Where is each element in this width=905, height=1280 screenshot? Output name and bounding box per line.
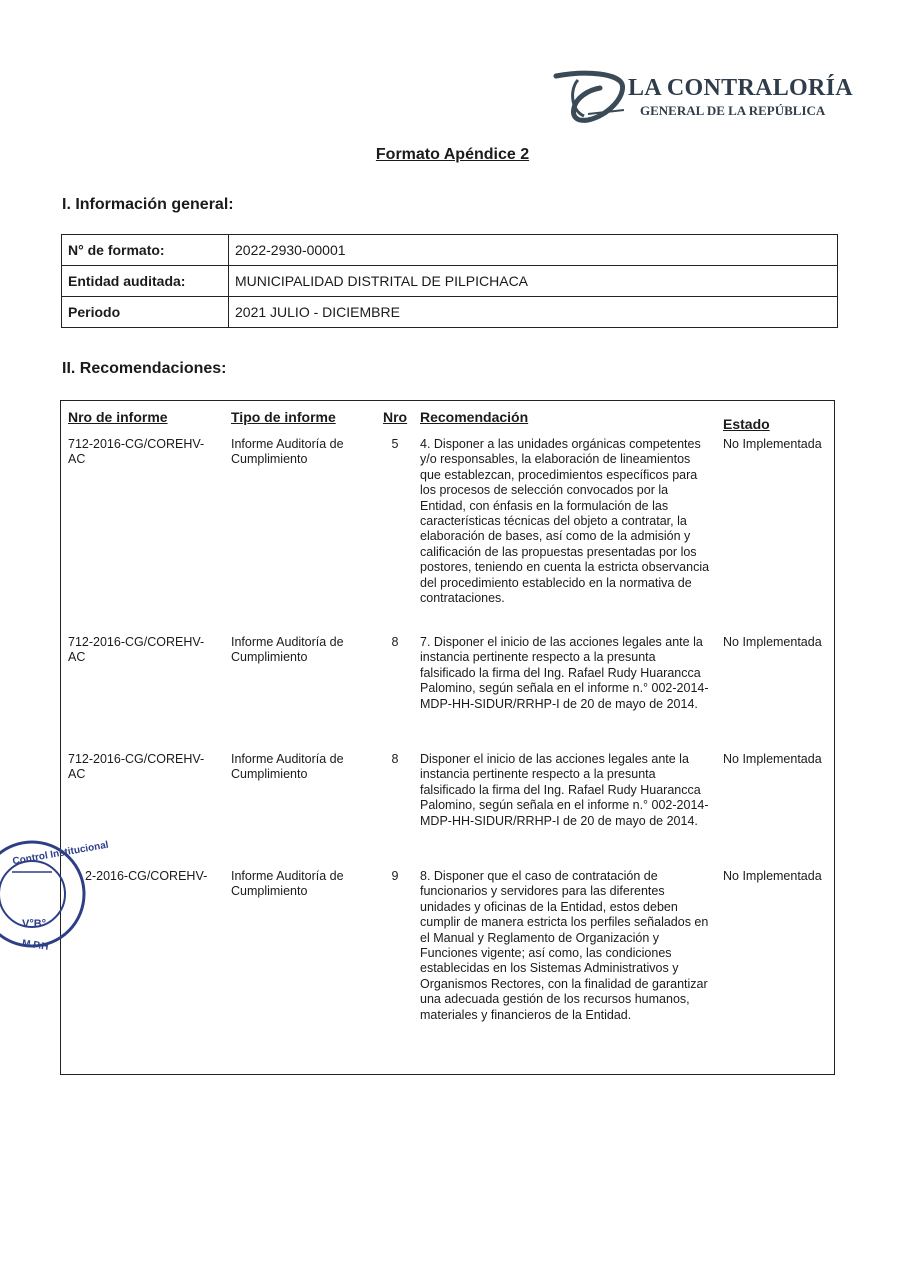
stamp-ring-text: Control Institucional [11, 839, 110, 868]
header-tipo: Tipo de informe [231, 409, 336, 425]
stamp-org: M.P.H [21, 938, 50, 953]
cell-tipo: Informe Auditoría de Cumplimiento [231, 752, 344, 782]
logo-subtitle: GENERAL DE LA REPÚBLICA [640, 103, 826, 118]
section-general-heading: I. Información general: [62, 196, 234, 213]
info-label: Entidad auditada: [62, 266, 229, 297]
contraloria-logo [548, 70, 853, 126]
stamp-vb: V°B° [22, 918, 47, 930]
info-label: N° de formato: [62, 235, 229, 266]
header-informe: Nro de informe [68, 409, 168, 425]
general-info-table [61, 234, 838, 328]
info-label: Periodo [62, 297, 229, 328]
info-row [62, 266, 838, 297]
cell-informe: 2-2016-CG/COREHV- [85, 869, 208, 883]
cell-nro: 8 [391, 752, 399, 766]
cell-informe: 712-2016-CG/COREHV-AC [68, 635, 205, 665]
cell-tipo: Informe Auditoría de Cumplimiento [231, 635, 344, 665]
cell-tipo: Informe Auditoría de Cumplimiento [231, 437, 344, 467]
cell-nro: 5 [391, 437, 399, 451]
official-stamp [0, 832, 110, 962]
cell-informe: 712-2016-CG/COREHV-AC [68, 752, 205, 782]
cell-recomendacion: 7. Disponer el inicio de las acciones legales ante la instancia pertinente respecto a la presunta falsificado la firma del Ing. Rafael Rudy Huarancca Palomino, según señala en el informe n.° 002-2014-MDP-HH-SIDUR/RRHP-I de 20 de mayo de 2014. [420, 635, 709, 711]
document-title: Formato Apéndice 2 [375, 146, 530, 163]
cell-estado: No Implementada [723, 437, 822, 451]
cell-informe: 712-2016-CG/COREHV-AC [68, 437, 205, 467]
recommendations-table [60, 400, 835, 1075]
table-header [61, 409, 834, 433]
logo-swoosh-icon [548, 70, 628, 126]
cell-recomendacion: 4. Disponer a las unidades orgánicas competentes y/o responsables, la elaboración de lineamientos que establezcan, procedimientos específicos para los procesos de selección convocados por la Entidad, con énfasis en la formulación de las características técnicas del objeto a contratar, la elaboración de bases, así como de la admisión y calificación de las propuestas presentadas por los postores, teniendo en cuenta la estricta observancia del procedimiento establecido en la normativa de contrataciones. [420, 437, 710, 606]
cell-tipo: Informe Auditoría de Cumplimiento [231, 869, 344, 899]
cell-nro: 9 [391, 869, 399, 883]
info-value: 2022-2930-00001 [229, 235, 838, 266]
cell-recomendacion: Disponer el inicio de las acciones legales ante la instancia pertinente respecto a la presunta falsificado la firma del Ing. Rafael Rudy Huarancca Palomino, según señala en el informe n.° 002-2014-MDP-HH-SIDUR/RRHP-I de 20 de mayo de 2014. [420, 752, 709, 828]
header-recomendacion: Recomendación [420, 409, 529, 425]
logo-name: LA CONTRALORÍA [628, 75, 853, 101]
info-value: MUNICIPALIDAD DISTRITAL DE PILPICHACA [229, 266, 838, 297]
header-nro: Nro [383, 409, 408, 425]
cell-recomendacion: 8. Disponer que el caso de contratación de funcionarios y servidores para las diferentes unidades y oficinas de la Entidad, estos deben cumplir de manera estricta los perfiles señalados en el Manual y Reglamento de Organización y Funciones vigente; así como, las condiciones establecidas en los Sistemas Administrativos y Organismos Rectores, con la finalidad de garantizar una adecuada gestión de los recursos humanos, materiales y financieros de la Entidad. [420, 869, 709, 1022]
cell-estado: No Implementada [723, 752, 822, 766]
cell-estado: No Implementada [723, 635, 822, 649]
info-row [62, 235, 838, 266]
header-estado: Estado [723, 416, 770, 432]
cell-nro: 8 [391, 635, 399, 649]
section-recommendations-heading: II. Recomendaciones: [62, 360, 227, 377]
info-row [62, 297, 838, 328]
info-value: 2021 JULIO - DICIEMBRE [229, 297, 838, 328]
cell-estado: No Implementada [723, 869, 822, 883]
